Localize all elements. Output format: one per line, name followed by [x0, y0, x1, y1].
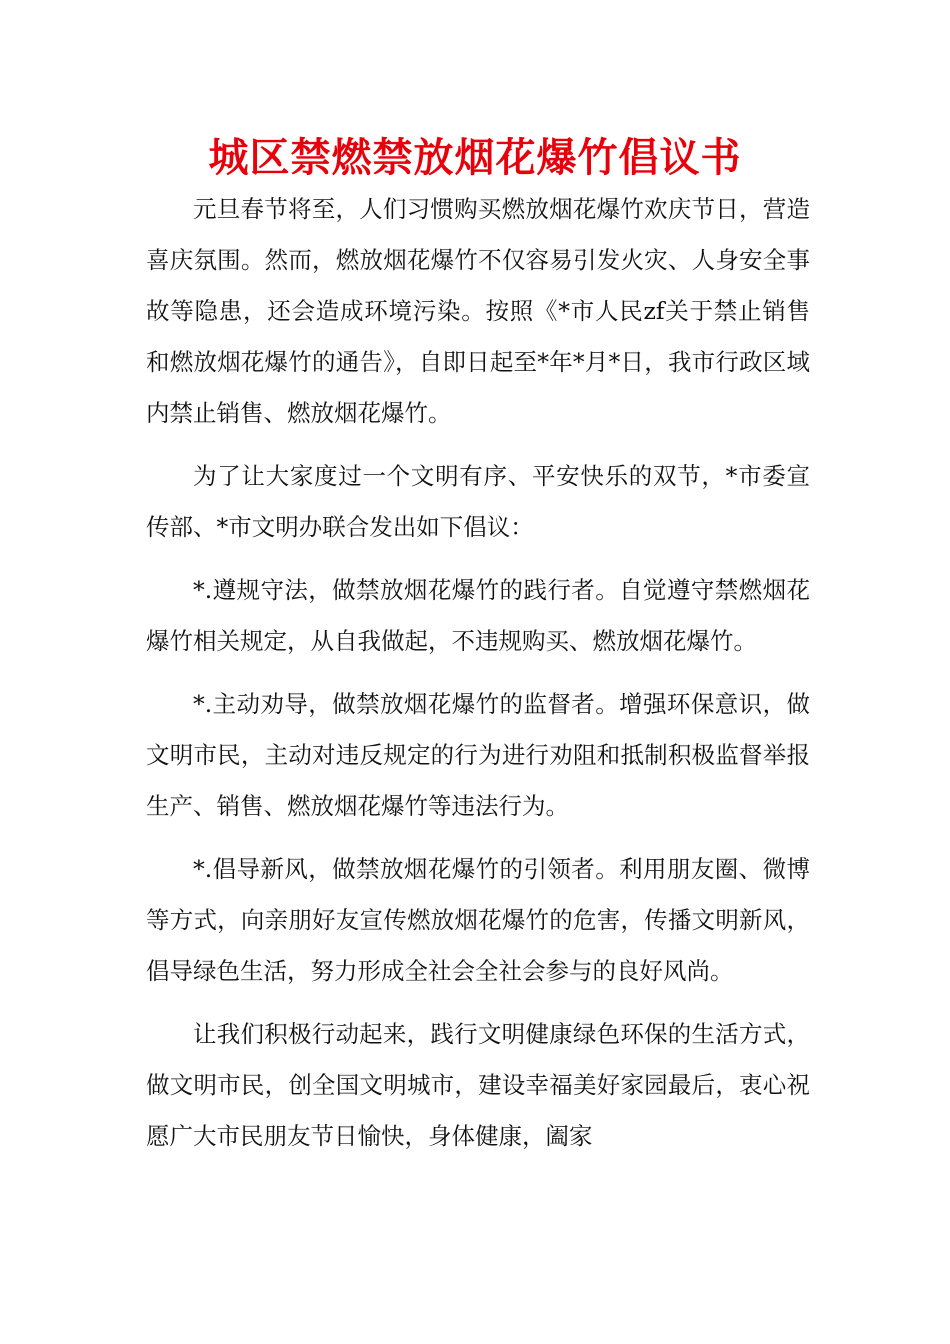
- paragraph-closing: 让我们积极行动起来，践行文明健康绿色环保的生活方式，做文明市民，创全国文明城市，建设幸福美好家园最后，衷心祝愿广大市民朋友节日愉快，身体健康，阖家: [146, 1020, 810, 1150]
- paragraph-intro: 元旦春节将至，人们习惯购买燃放烟花爆竹欢庆节日，营造喜庆氛围。然而，燃放烟花爆竹不仅容易引发火灾、人身安全事故等隐患，还会造成环境污染。按照《*市人民zf关于禁止销售和燃放烟花爆竹的通告》，自即日起至*年*月*日，我市行政区域内禁止销售、燃放烟花爆竹。: [146, 195, 810, 427]
- paragraph-purpose: 为了让大家度过一个文明有序、平安快乐的双节，*市委宣传部、*市文明办联合发出如下倡议：: [146, 462, 810, 541]
- paragraph-item-1: *.遵规守法，做禁放烟花爆竹的践行者。自觉遵守禁燃烟花爆竹相关规定，从自我做起，不违规购买、燃放烟花爆竹。: [146, 576, 810, 655]
- document-title: 城区禁燃禁放烟花爆竹倡议书: [208, 134, 742, 181]
- paragraph-item-2: *.主动劝导，做禁放烟花爆竹的监督者。增强环保意识，做文明市民，主动对违反规定的行为进行劝阻和抵制积极监督举报生产、销售、燃放烟花爆竹等违法行为。: [146, 690, 810, 820]
- paragraph-item-3: *.倡导新风，做禁放烟花爆竹的引领者。利用朋友圈、微博等方式，向亲朋好友宣传燃放烟花爆竹的危害，传播文明新风，倡导绿色生活，努力形成全社会全社会参与的良好风尚。: [146, 855, 810, 985]
- document-body: [146, 184, 810, 1162]
